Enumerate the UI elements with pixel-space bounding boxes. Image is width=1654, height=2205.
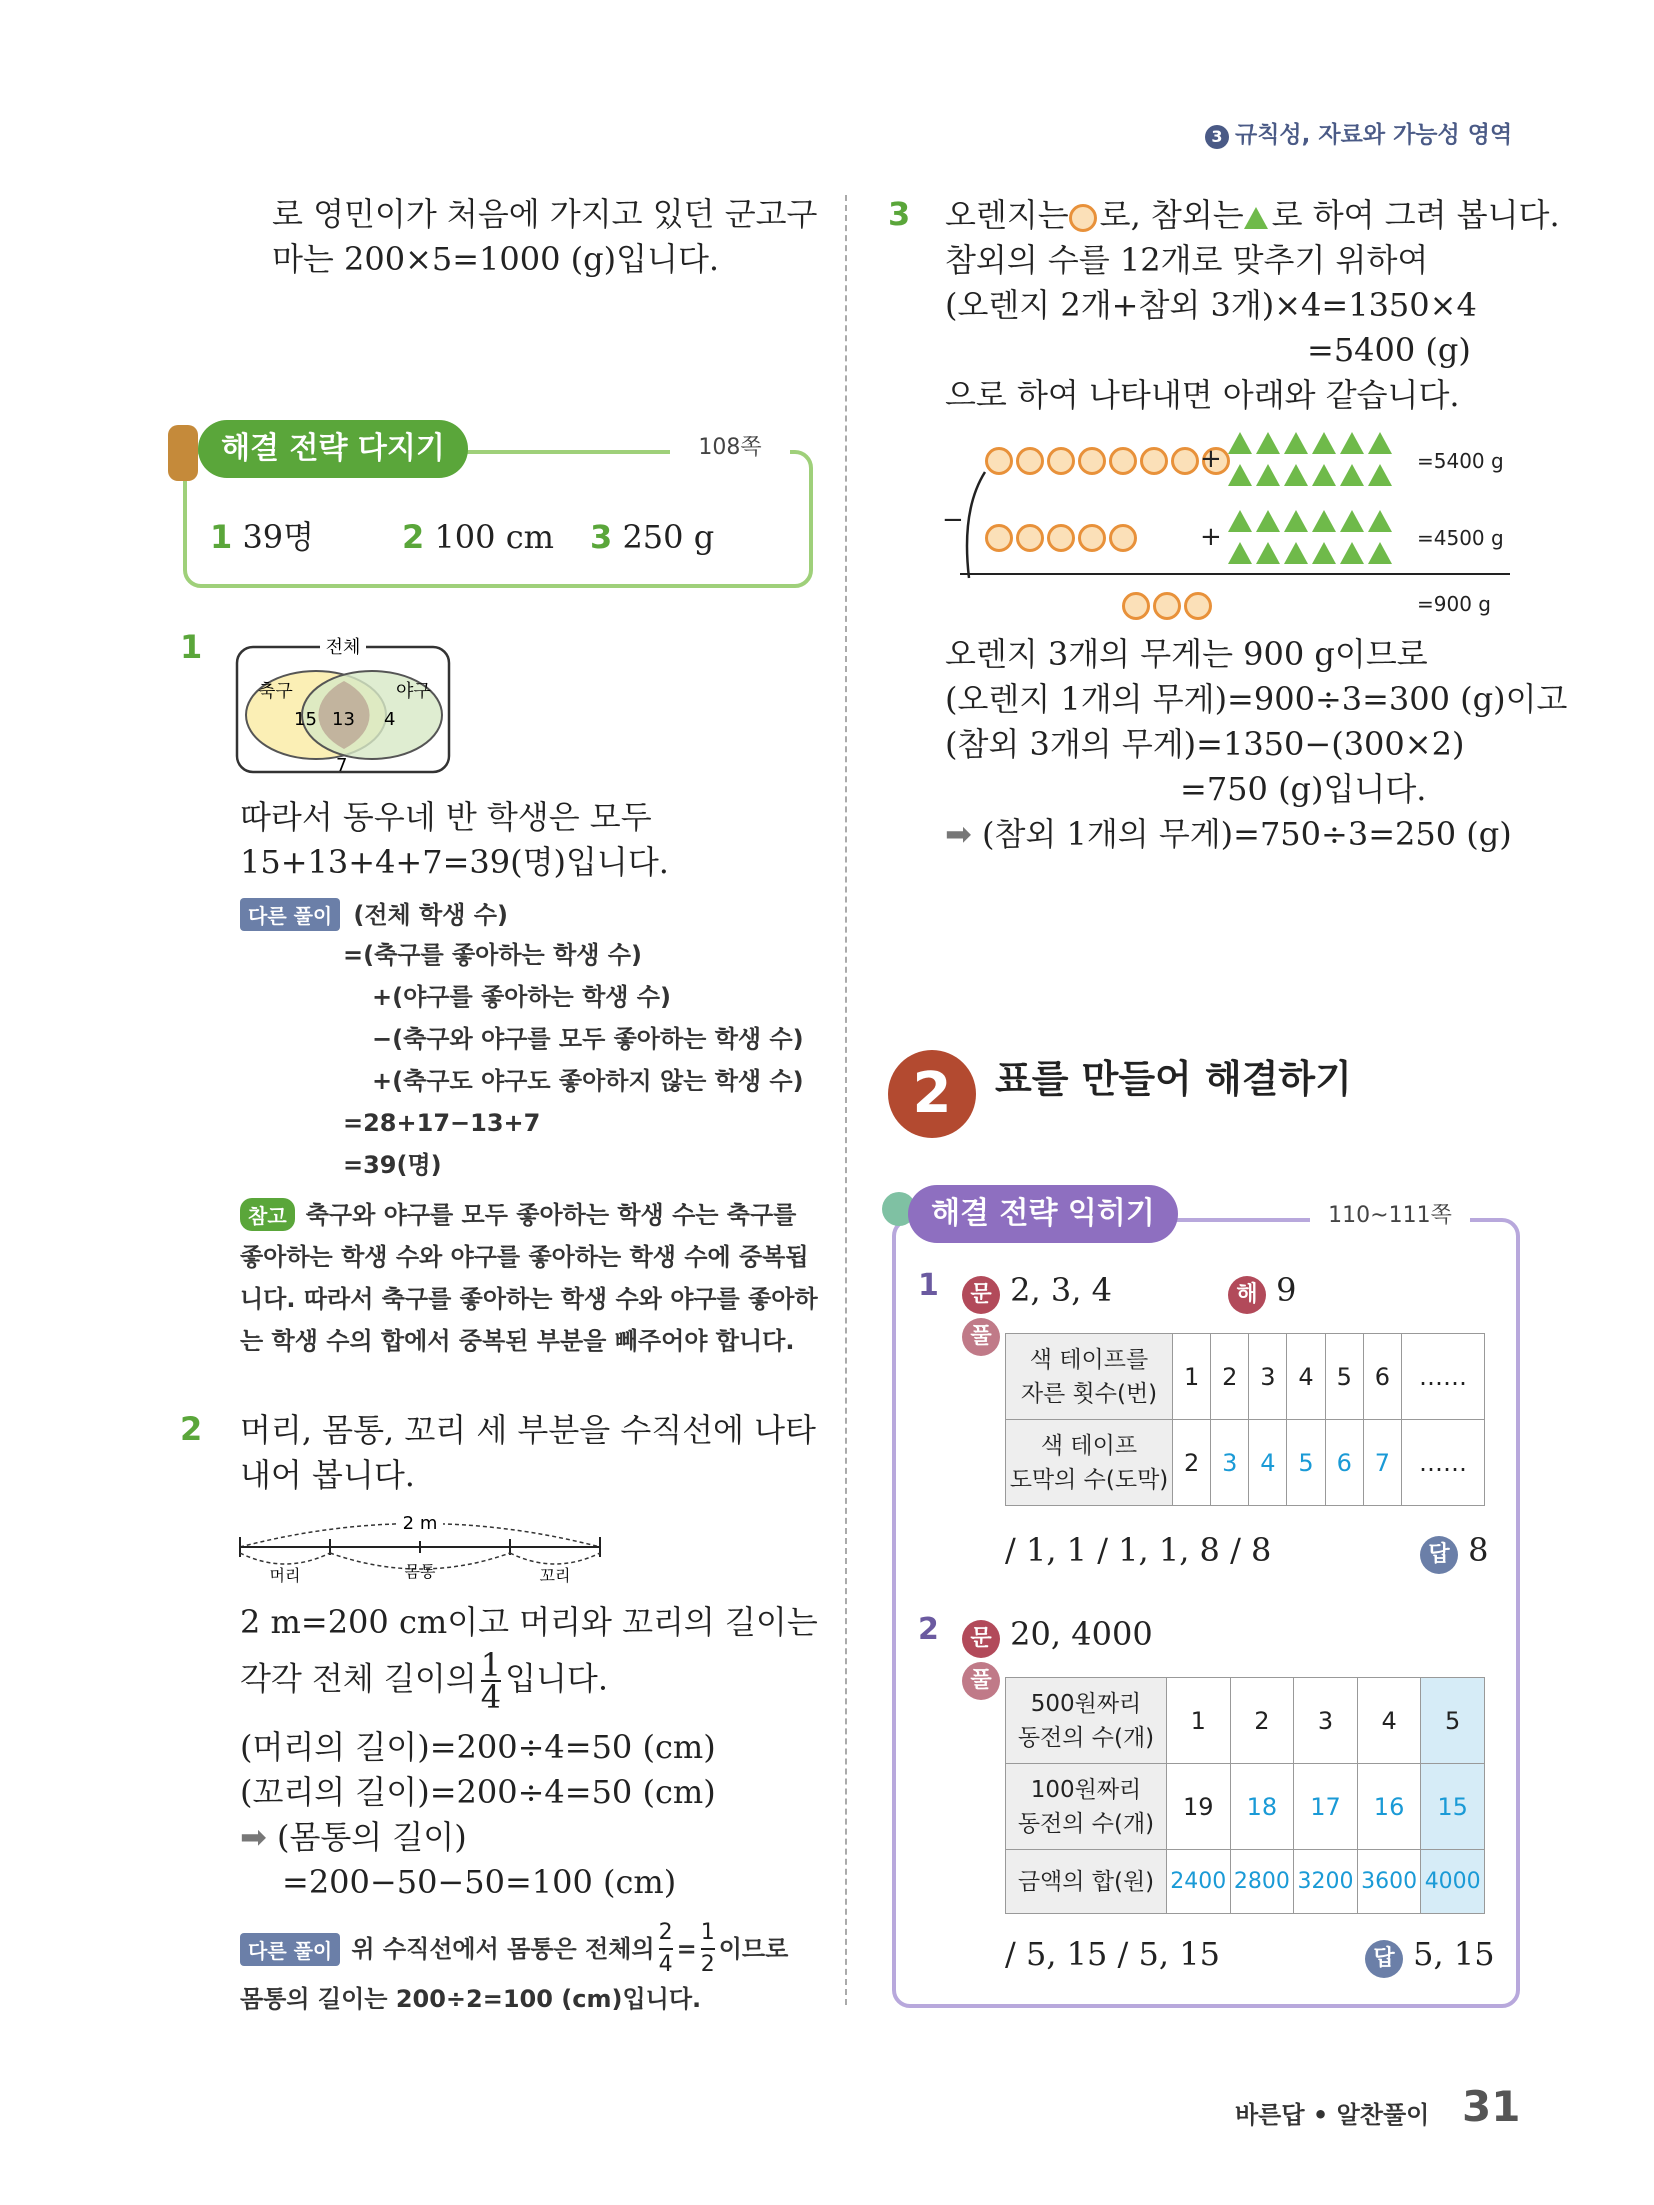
section-2-title: 표를 만들어 해결하기 (995, 1057, 1352, 1101)
q2-s6: =200−50−50=100 (cm) (282, 1863, 677, 1901)
strategy-review-title: 해결 전략 다지기 (198, 420, 468, 478)
q1-line-1: 따라서 동우네 반 학생은 모두 (240, 798, 652, 836)
q3-r3: (참외 3개의 무게)=1350−(300×2) (945, 725, 1465, 763)
cell: 15 (1421, 1764, 1485, 1850)
cell: 3 (1249, 1334, 1287, 1420)
practice-1-answer: 답 8 (1420, 1528, 1489, 1574)
venn-left-label: 축구 (258, 681, 293, 702)
page-number: 31 (1462, 2082, 1521, 2131)
alt-line-0: (전체 학생 수) (353, 901, 508, 929)
footer-label: 바른답 • 알찬풀이 (1235, 2101, 1430, 2129)
q2-alt-solution: 다른 풀이 위 수직선에서 몸통은 전체의 $\frac{2}{4}$ = $\frac{1}{2}$ 이므로 (240, 1918, 788, 1980)
venn-diagram (234, 635, 454, 775)
cell: 1 (1173, 1334, 1211, 1420)
cell: 19 (1167, 1764, 1231, 1850)
alt-solution-badge-2: 다른 풀이 (240, 1933, 340, 1966)
row-3-total: =900 g (1417, 592, 1491, 616)
coin-table (1005, 1677, 1485, 1914)
tape-table (1005, 1333, 1485, 1506)
alt-line-5: =28+17−13+7 (343, 1109, 541, 1137)
q3-r2: (오렌지 1개의 무게)=900÷3=300 (g)이고 (945, 680, 1568, 718)
practice-1-number: 1 (918, 1268, 939, 1303)
q3-line-1: 오렌지는 로, 참외는 로 하여 그려 봅니다. (945, 196, 1560, 234)
green-triangle-icon (1244, 207, 1268, 229)
dap-badge: 답 (1420, 1536, 1458, 1574)
cell: …… (1402, 1334, 1485, 1420)
question-2-number: 2 (180, 1410, 203, 1448)
coin-row-2-head: 100원짜리 동전의 수(개) (1006, 1764, 1167, 1850)
note-line-1: 좋아하는 학생 수와 야구를 좋아하는 학생 수에 중복됩 (240, 1243, 809, 1271)
cell: 16 (1357, 1764, 1421, 1850)
subtraction-line (960, 573, 1510, 575)
q2-s4: (꼬리의 길이)=200÷4=50 (cm) (240, 1773, 716, 1811)
cell: 7 (1363, 1420, 1401, 1506)
row-2-total: =4500 g (1417, 526, 1504, 550)
cell: 17 (1294, 1764, 1358, 1850)
practice-1-slash: / 1, 1 / 1, 1, 8 / 8 (1005, 1531, 1272, 1569)
cell: 6 (1363, 1334, 1401, 1420)
cell: 4 (1249, 1420, 1287, 1506)
orange-circle-icon (1069, 204, 1097, 232)
alt-solution-badge: 다른 풀이 (240, 898, 340, 931)
q2-s2: 각각 전체 길이의 $\frac{1}{4}$ 입니다. (240, 1646, 609, 1716)
strategy-practice-title: 해결 전략 익히기 (908, 1185, 1178, 1243)
cell: 3 (1211, 1420, 1249, 1506)
cell: 3600 (1357, 1850, 1421, 1914)
q3-r1: 오렌지 3개의 무게는 900 g이므로 (945, 635, 1428, 673)
cell: 3 (1294, 1678, 1358, 1764)
q2-alt-last: 몸통의 길이는 200÷2=100 (cm)입니다. (240, 1985, 702, 2013)
coin-row-3-head: 금액의 합(원) (1006, 1850, 1167, 1914)
q3-r4: =750 (g)입니다. (1180, 770, 1427, 808)
question-3-number: 3 (888, 195, 911, 233)
answer-3: 3 250 g (590, 518, 715, 556)
q1-line-2: 15+13+4+7=39(명)입니다. (240, 843, 669, 881)
plus-2: + (1200, 522, 1222, 552)
practice-1-hae: 해 9 (1228, 1268, 1297, 1314)
cell: 4 (1357, 1678, 1421, 1764)
arrow-icon: ➡ (240, 1818, 267, 1856)
orange-row-2 (985, 524, 1140, 556)
cell: 2 (1173, 1420, 1211, 1506)
q1-note (240, 1194, 796, 1236)
q3-line-2: 참외의 수를 12개로 맞추기 위하여 (945, 241, 1429, 279)
practice-1-pul (962, 1318, 1000, 1356)
note-line-3: 는 학생 수의 합에서 중복된 부분을 빼주어야 합니다. (240, 1327, 795, 1355)
tail-label: 꼬리 (539, 1566, 571, 1585)
q3-line-3: (오렌지 2개+참외 3개)×4=1350×4 (945, 286, 1477, 324)
orange-row-3 (1122, 592, 1215, 624)
number-line-diagram (235, 1505, 605, 1585)
head-label: 머리 (269, 1566, 301, 1585)
tape-row-2-head: 색 테이프 도막의 수(도막) (1006, 1420, 1173, 1506)
cell: 18 (1230, 1764, 1294, 1850)
q2-s3: (머리의 길이)=200÷4=50 (cm) (240, 1728, 716, 1766)
orange-row-1 (985, 447, 1233, 479)
section-title: 규칙성, 자료와 가능성 영역 (1235, 122, 1513, 148)
practice-2-answer: 답 5, 15 (1365, 1932, 1495, 1978)
triangle-rows-2 (1228, 510, 1418, 574)
venn-left-value: 15 (294, 709, 317, 730)
cell: 3200 (1294, 1850, 1358, 1914)
cell: 2 (1230, 1678, 1294, 1764)
venn-all-label: 전체 (325, 637, 361, 658)
section-number-badge: 3 (1205, 125, 1229, 149)
triangle-rows-1 (1228, 432, 1418, 496)
note-badge: 참고 (240, 1198, 295, 1231)
alt-line-2: +(야구를 좋아하는 학생 수) (372, 983, 671, 1011)
venn-right-value: 4 (384, 709, 396, 730)
mascot-icon (168, 425, 198, 481)
minus-sign: − (942, 505, 964, 535)
cell: 6 (1325, 1420, 1363, 1506)
total-length-label: 2 m (402, 1513, 438, 1534)
practice-2-pul (962, 1662, 1000, 1700)
cell: 4 (1287, 1334, 1325, 1420)
q2-s5: ➡ (몸통의 길이) (240, 1818, 467, 1856)
practice-2-number: 2 (918, 1612, 939, 1647)
alt-line-1: =(축구를 좋아하는 학생 수) (343, 941, 642, 969)
strategy-practice-page: 110~111쪽 (1310, 1198, 1470, 1229)
q3-r5: ➡ (참외 1개의 무게)=750÷3=250 (g) (945, 815, 1512, 853)
answer-1: 1 39명 (210, 518, 315, 556)
cell: 4000 (1421, 1850, 1485, 1914)
q1-alt-solution (240, 894, 508, 936)
venn-both-value: 13 (332, 709, 355, 730)
mun-badge: 문 (962, 1276, 1000, 1314)
section-2-badge: 2 (888, 1050, 976, 1138)
cell: 5 (1325, 1334, 1363, 1420)
plus-1: + (1200, 444, 1222, 474)
coin-row-1-head: 500원짜리 동전의 수(개) (1006, 1678, 1167, 1764)
dap-badge-2: 답 (1365, 1940, 1403, 1978)
body-label: 몸통 (404, 1562, 436, 1581)
q3-line-5: 으로 하여 나타내면 아래와 같습니다. (945, 376, 1460, 414)
cell: 5 (1421, 1678, 1485, 1764)
question-1-number: 1 (180, 628, 203, 666)
alt-line-6: =39(명) (343, 1151, 442, 1179)
pul-badge: 풀 (962, 1318, 1000, 1356)
alt-line-4: +(축구도 야구도 좋아하지 않는 학생 수) (372, 1067, 804, 1095)
strategy-review-page: 108쪽 (670, 430, 790, 461)
pul-badge-2: 풀 (962, 1662, 1000, 1700)
practice-2-mun: 문 20, 4000 (962, 1612, 1153, 1658)
fraction-one-quarter: $\frac{1}{4}$ (480, 1646, 502, 1716)
cell: …… (1402, 1420, 1485, 1506)
tape-row-1-head: 색 테이프를 자른 횟수(번) (1006, 1334, 1173, 1420)
section-header (1205, 116, 1512, 149)
cell: 1 (1167, 1678, 1231, 1764)
note-line-0: 축구와 야구를 모두 좋아하는 학생 수는 축구를 (305, 1201, 797, 1229)
column-divider (845, 195, 847, 2005)
cell: 2800 (1230, 1850, 1294, 1914)
q3-line-4: =5400 (g) (1307, 331, 1471, 369)
q2-s1: 2 m=200 cm이고 머리와 꼬리의 길이는 (240, 1603, 818, 1641)
fraction-two-quarters: $\frac{2}{4}$ (658, 1920, 673, 1977)
intro-line-1: 로 영민이가 처음에 가지고 있던 군고구 (272, 195, 818, 233)
cell: 2 (1211, 1334, 1249, 1420)
cell: 2400 (1167, 1850, 1231, 1914)
practice-1-mun: 문 2, 3, 4 (962, 1268, 1112, 1314)
answer-2: 2 100 cm (402, 518, 554, 556)
intro-line-2: 마는 200×5=1000 (g)입니다. (272, 240, 720, 278)
venn-right-label: 야구 (396, 681, 431, 702)
mun-badge-2: 문 (962, 1620, 1000, 1658)
venn-none-value: 7 (336, 755, 348, 775)
row-1-total: =5400 g (1417, 449, 1504, 473)
alt-line-3: −(축구와 야구를 모두 좋아하는 학생 수) (372, 1025, 804, 1053)
hae-badge: 해 (1228, 1276, 1266, 1314)
practice-2-slash: / 5, 15 / 5, 15 (1005, 1935, 1220, 1973)
cell: 5 (1287, 1420, 1325, 1506)
arrow-icon-2: ➡ (945, 815, 972, 853)
fraction-one-half: $\frac{1}{2}$ (700, 1920, 715, 1977)
note-line-2: 니다. 따라서 축구를 좋아하는 학생 수와 야구를 좋아하 (240, 1285, 818, 1313)
q2-line-2: 내어 봅니다. (240, 1456, 415, 1494)
q2-line-1: 머리, 몸통, 꼬리 세 부분을 수직선에 나타 (240, 1411, 816, 1449)
